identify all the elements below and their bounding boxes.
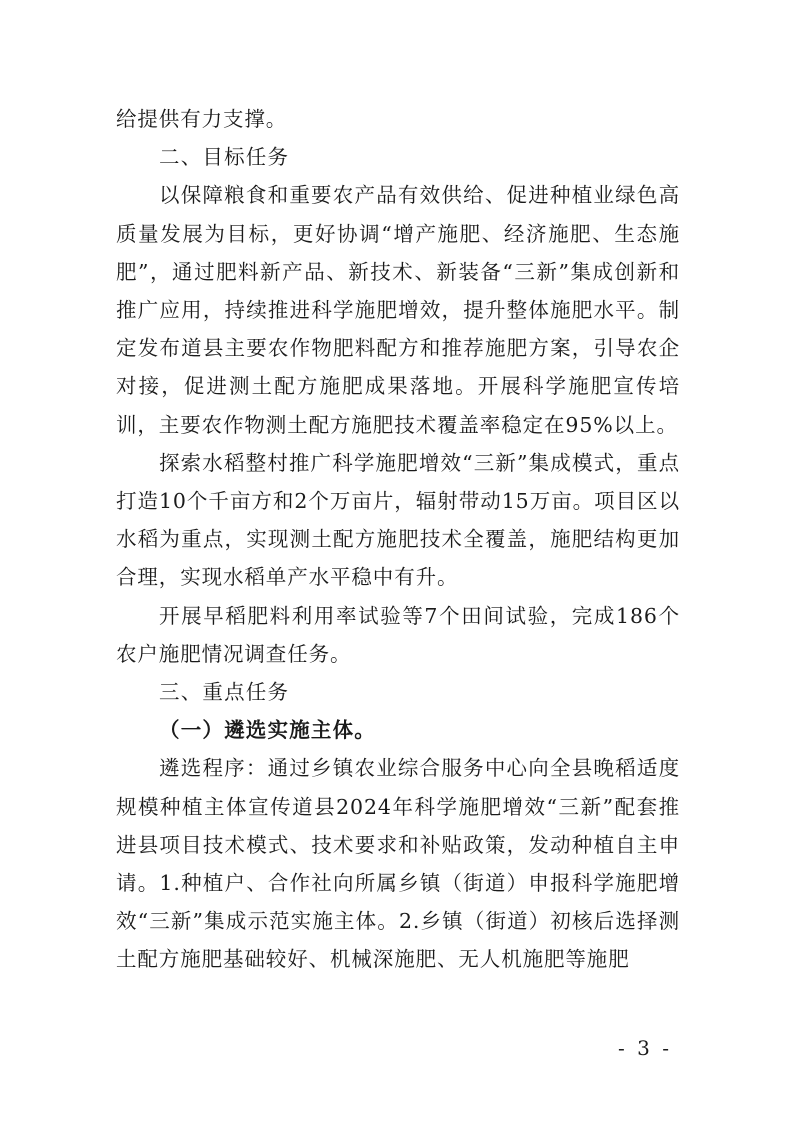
paragraph-intro-continuation: 给提供有力支撑。 bbox=[116, 107, 288, 131]
document-body bbox=[116, 100, 680, 979]
paragraph-selection-procedure: 遴选程序：通过乡镇农业综合服务中心向全县晚稻适度规模种植主体宣传道县2024年科学施肥增效“三新”配套推进县项目技术模式、技术要求和补贴政策，发动种植自主申请。1.种植户、合作社向所属乡镇（街道）申报科学施肥增效“三新”集成示范实施主体。2.乡镇（街道）初核后选择测土配方施肥基础较好、机械深施肥、无人机施肥等施肥 bbox=[116, 756, 680, 972]
subsection-heading-select-entities: （一）遴选实施主体。 bbox=[159, 718, 376, 743]
section-heading-goals: 二、目标任务 bbox=[159, 145, 290, 170]
paragraph-field-trials: 开展早稻肥料利用率试验等7个田间试验，完成186个农户施肥情况调查任务。 bbox=[116, 603, 680, 666]
page-number: - 3 - bbox=[618, 1036, 672, 1060]
section-heading-key-tasks: 三、重点任务 bbox=[159, 680, 290, 705]
paragraph-goals-main: 以保障粮食和重要农产品有效供给、促进种植业绿色高质量发展为目标，更好协调“增产施肥、经济施肥、生态施肥”，通过肥料新产品、新技术、新装备“三新”集成创新和推广应用，持续推进科学施肥增效，提升整体施肥水平。制定发布道县主要农作物肥料配方和推荐施肥方案，引导农企对接，促进测土配方施肥成果落地。开展科学施肥宣传培训，主要农作物测土配方施肥技术覆盖率稳定在95%以上。 bbox=[116, 183, 680, 437]
paragraph-rice-model: 探索水稻整村推广科学施肥增效“三新”集成模式，重点打造10个千亩方和2个万亩片，辐射带动15万亩。项目区以水稻为重点，实现测土配方施肥技术全覆盖，施肥结构更加合理，实现水稻单产水平稳中有升。 bbox=[116, 450, 680, 590]
